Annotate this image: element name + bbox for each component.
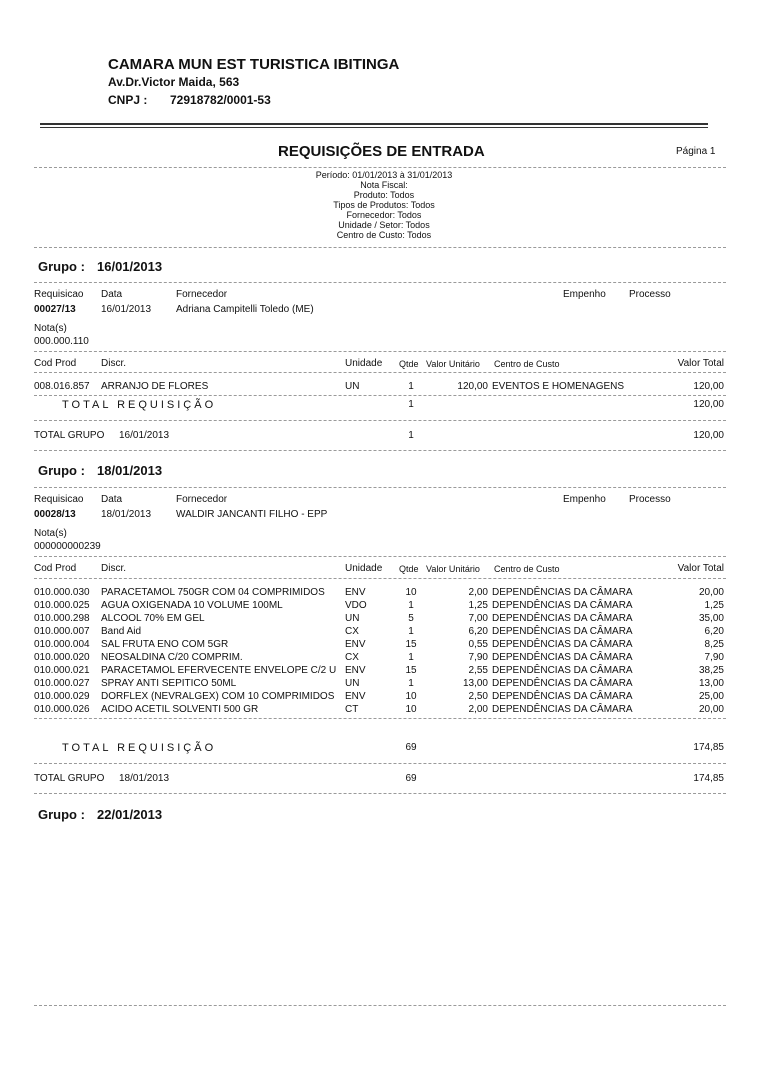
item-qtde: 10	[405, 704, 417, 715]
group-date: 18/01/2013	[97, 463, 163, 478]
table-row	[0, 691, 768, 703]
item-total: 120,00	[693, 381, 724, 392]
item-vu: 7,00	[468, 613, 488, 624]
item-qtde: 5	[408, 613, 414, 624]
col-centro-custo: Centro de Custo	[494, 564, 560, 574]
total-grupo-date: 18/01/2013	[119, 773, 170, 784]
org-address: Av.Dr.Victor Maida, 563	[108, 75, 240, 89]
total-requisicao-label: TOTAL REQUISIÇÃO	[62, 742, 217, 754]
item-discr: SAL FRUTA ENO COM 5GR	[101, 639, 229, 650]
header-divider	[40, 123, 708, 125]
items-header	[0, 563, 768, 575]
item-cod: 010.000.029	[34, 691, 90, 702]
group-date: 16/01/2013	[97, 259, 163, 274]
divider	[34, 793, 726, 794]
divider	[34, 487, 726, 488]
total-grupo-row	[0, 773, 768, 785]
item-vu: 2,00	[468, 704, 488, 715]
item-centro: DEPENDÊNCIAS DA CÂMARA	[492, 587, 633, 598]
item-qtde: 15	[405, 665, 417, 676]
item-vu: 120,00	[457, 381, 488, 392]
item-discr: SPRAY ANTI SEPITICO 50ML	[101, 678, 237, 689]
org-name: CAMARA MUN EST TURISTICA IBITINGA	[108, 56, 400, 73]
item-cod: 010.000.007	[34, 626, 90, 637]
item-discr: ARRANJO DE FLORES	[101, 381, 209, 392]
filter-nota-fiscal: Nota Fiscal:	[360, 180, 408, 190]
item-un: CT	[345, 704, 359, 715]
report-title: REQUISIÇÕES DE ENTRADA	[278, 143, 485, 160]
item-centro: DEPENDÊNCIAS DA CÂMARA	[492, 665, 633, 676]
col-discr: Discr.	[101, 563, 126, 574]
item-total: 25,00	[698, 691, 724, 702]
requisicao-number: 00028/13	[34, 509, 76, 520]
nota-number: 000.000.110	[34, 336, 89, 347]
col-unidade: Unidade	[345, 358, 383, 369]
item-cod: 010.000.027	[34, 678, 90, 689]
item-vu: 2,50	[468, 691, 488, 702]
items-header	[0, 358, 768, 370]
item-vu: 7,90	[468, 652, 488, 663]
item-discr: Band Aid	[101, 626, 142, 637]
table-row	[0, 704, 768, 716]
total-requisicao-row	[0, 742, 768, 754]
item-vu: 2,00	[468, 587, 488, 598]
item-cod: 010.000.025	[34, 600, 90, 611]
table-row	[0, 600, 768, 612]
item-total: 13,00	[698, 678, 724, 689]
divider	[34, 578, 726, 579]
item-cod: 010.000.026	[34, 704, 90, 715]
col-processo: Processo	[629, 289, 671, 300]
filter-produto: Produto: Todos	[353, 190, 415, 200]
item-un: CX	[345, 626, 359, 637]
divider	[34, 282, 726, 283]
item-total: 6,20	[704, 626, 724, 637]
divider	[34, 247, 726, 248]
item-qtde: 10	[405, 587, 417, 598]
item-qtde: 1	[408, 600, 414, 611]
total-requisicao-label: TOTAL REQUISIÇÃO	[62, 399, 217, 411]
col-cod-prod: Cod Prod	[34, 563, 77, 574]
table-row	[0, 587, 768, 599]
total-grupo-date: 16/01/2013	[119, 430, 170, 441]
item-qtde: 10	[405, 691, 417, 702]
group-date: 22/01/2013	[97, 807, 163, 822]
total-grupo-label: TOTAL GRUPO	[34, 773, 105, 784]
item-qtde: 1	[408, 381, 414, 392]
item-discr: ALCOOL 70% EM GEL	[101, 613, 205, 624]
item-discr: AGUA OXIGENADA 10 VOLUME 100ML	[101, 600, 283, 611]
item-cod: 010.000.298	[34, 613, 90, 624]
item-qtde: 1	[408, 678, 414, 689]
total-grupo-qtde: 1	[408, 430, 414, 441]
item-centro: DEPENDÊNCIAS DA CÂMARA	[492, 678, 633, 689]
total-grupo-label: TOTAL GRUPO	[34, 430, 105, 441]
nota-number: 000000000239	[34, 541, 101, 552]
cnpj-label: CNPJ :	[108, 93, 148, 107]
col-qtde: Qtde	[399, 564, 419, 574]
item-cod: 010.000.030	[34, 587, 90, 598]
col-qtde: Qtde	[399, 359, 419, 369]
item-cod: 010.000.004	[34, 639, 90, 650]
group-label: Grupo :	[38, 807, 85, 822]
item-total: 35,00	[698, 613, 724, 624]
item-discr: ACIDO ACETIL SOLVENTI 500 GR	[101, 704, 259, 715]
page-number: Página 1	[676, 146, 716, 157]
divider	[34, 450, 726, 451]
item-vu: 13,00	[462, 678, 488, 689]
table-row	[0, 626, 768, 638]
total-requisicao-row	[0, 399, 768, 411]
item-centro: DEPENDÊNCIAS DA CÂMARA	[492, 652, 633, 663]
item-cod: 010.000.020	[34, 652, 90, 663]
item-discr: PARACETAMOL 750GR COM 04 COMPRIMIDOS	[101, 587, 325, 598]
item-centro: DEPENDÊNCIAS DA CÂMARA	[492, 626, 633, 637]
item-un: CX	[345, 652, 359, 663]
col-requisicao: Requisicao	[34, 494, 84, 505]
total-requisicao-valor: 174,85	[693, 742, 724, 753]
item-total: 20,00	[698, 587, 724, 598]
col-valor-unitario: Valor Unitário	[426, 359, 480, 369]
item-centro: EVENTOS E HOMENAGENS	[492, 381, 625, 392]
divider	[34, 351, 726, 352]
total-grupo-qtde: 69	[405, 773, 417, 784]
item-qtde: 15	[405, 639, 417, 650]
item-un: ENV	[345, 639, 366, 650]
total-requisicao-qtde: 1	[408, 399, 414, 410]
item-total: 20,00	[698, 704, 724, 715]
total-requisicao-valor: 120,00	[693, 399, 724, 410]
item-vu: 1,25	[468, 600, 488, 611]
table-row	[0, 381, 768, 393]
item-centro: DEPENDÊNCIAS DA CÂMARA	[492, 704, 633, 715]
item-total: 7,90	[704, 652, 724, 663]
filter-centro: Centro de Custo: Todos	[336, 230, 432, 240]
requisicao-number: 00027/13	[34, 304, 76, 315]
col-valor-total: Valor Total	[677, 563, 724, 574]
item-un: UN	[345, 381, 360, 392]
item-centro: DEPENDÊNCIAS DA CÂMARA	[492, 639, 633, 650]
requisicao-date: 18/01/2013	[101, 509, 152, 520]
total-grupo-valor: 120,00	[693, 430, 724, 441]
notas-label: Nota(s)	[34, 323, 67, 334]
divider	[34, 167, 726, 168]
col-fornecedor: Fornecedor	[176, 494, 228, 505]
total-grupo-valor: 174,85	[693, 773, 724, 784]
cnpj-value: 72918782/0001-53	[170, 93, 271, 107]
item-un: ENV	[345, 691, 366, 702]
filter-period: Período: 01/01/2013 à 31/01/2013	[315, 170, 453, 180]
col-requisicao: Requisicao	[34, 289, 84, 300]
item-un: VDO	[345, 600, 367, 611]
item-discr: PARACETAMOL EFERVECENTE ENVELOPE C/2 U	[101, 665, 337, 676]
col-empenho: Empenho	[563, 494, 606, 505]
item-cod: 010.000.021	[34, 665, 90, 676]
col-processo: Processo	[629, 494, 671, 505]
filter-tipos: Tipos de Produtos: Todos	[333, 200, 435, 210]
table-row	[0, 639, 768, 651]
report-filters	[284, 170, 484, 240]
table-row	[0, 652, 768, 664]
item-total: 1,25	[704, 600, 724, 611]
header-divider-2	[40, 127, 708, 128]
item-un: ENV	[345, 587, 366, 598]
requisicao-date: 16/01/2013	[101, 304, 152, 315]
item-centro: DEPENDÊNCIAS DA CÂMARA	[492, 600, 633, 611]
col-cod-prod: Cod Prod	[34, 358, 77, 369]
divider	[34, 763, 726, 764]
divider	[34, 718, 726, 719]
filter-unidade: Unidade / Setor: Todos	[338, 220, 430, 230]
page-footer-divider	[34, 1005, 726, 1006]
item-vu: 6,20	[468, 626, 488, 637]
item-discr: NEOSALDINA C/20 COMPRIM.	[101, 652, 243, 663]
group-label: Grupo :	[38, 463, 85, 478]
total-requisicao-qtde: 69	[405, 742, 417, 753]
table-row	[0, 613, 768, 625]
item-un: ENV	[345, 665, 366, 676]
item-total: 38,25	[698, 665, 724, 676]
item-qtde: 1	[408, 626, 414, 637]
col-data: Data	[101, 289, 123, 300]
divider	[34, 420, 726, 421]
divider	[34, 395, 726, 396]
item-total: 8,25	[704, 639, 724, 650]
item-cod: 008.016.857	[34, 381, 90, 392]
col-unidade: Unidade	[345, 563, 383, 574]
col-fornecedor: Fornecedor	[176, 289, 228, 300]
requisicao-fornecedor: Adriana Campitelli Toledo (ME)	[176, 304, 314, 315]
table-row	[0, 665, 768, 677]
total-grupo-row	[0, 430, 768, 442]
filter-fornecedor: Fornecedor: Todos	[346, 210, 422, 220]
col-data: Data	[101, 494, 123, 505]
divider	[34, 556, 726, 557]
notas-label: Nota(s)	[34, 528, 67, 539]
col-valor-total: Valor Total	[677, 358, 724, 369]
item-qtde: 1	[408, 652, 414, 663]
item-vu: 2,55	[468, 665, 488, 676]
item-discr: DORFLEX (NEVRALGEX) COM 10 COMPRIMIDOS	[101, 691, 335, 702]
col-discr: Discr.	[101, 358, 126, 369]
divider	[34, 372, 726, 373]
item-centro: DEPENDÊNCIAS DA CÂMARA	[492, 613, 633, 624]
item-un: UN	[345, 613, 360, 624]
col-empenho: Empenho	[563, 289, 606, 300]
col-centro-custo: Centro de Custo	[494, 359, 560, 369]
col-valor-unitario: Valor Unitário	[426, 564, 480, 574]
item-un: UN	[345, 678, 360, 689]
item-centro: DEPENDÊNCIAS DA CÂMARA	[492, 691, 633, 702]
table-row	[0, 678, 768, 690]
group-label: Grupo :	[38, 259, 85, 274]
requisicao-fornecedor: WALDIR JANCANTI FILHO - EPP	[176, 509, 328, 520]
item-vu: 0,55	[468, 639, 488, 650]
